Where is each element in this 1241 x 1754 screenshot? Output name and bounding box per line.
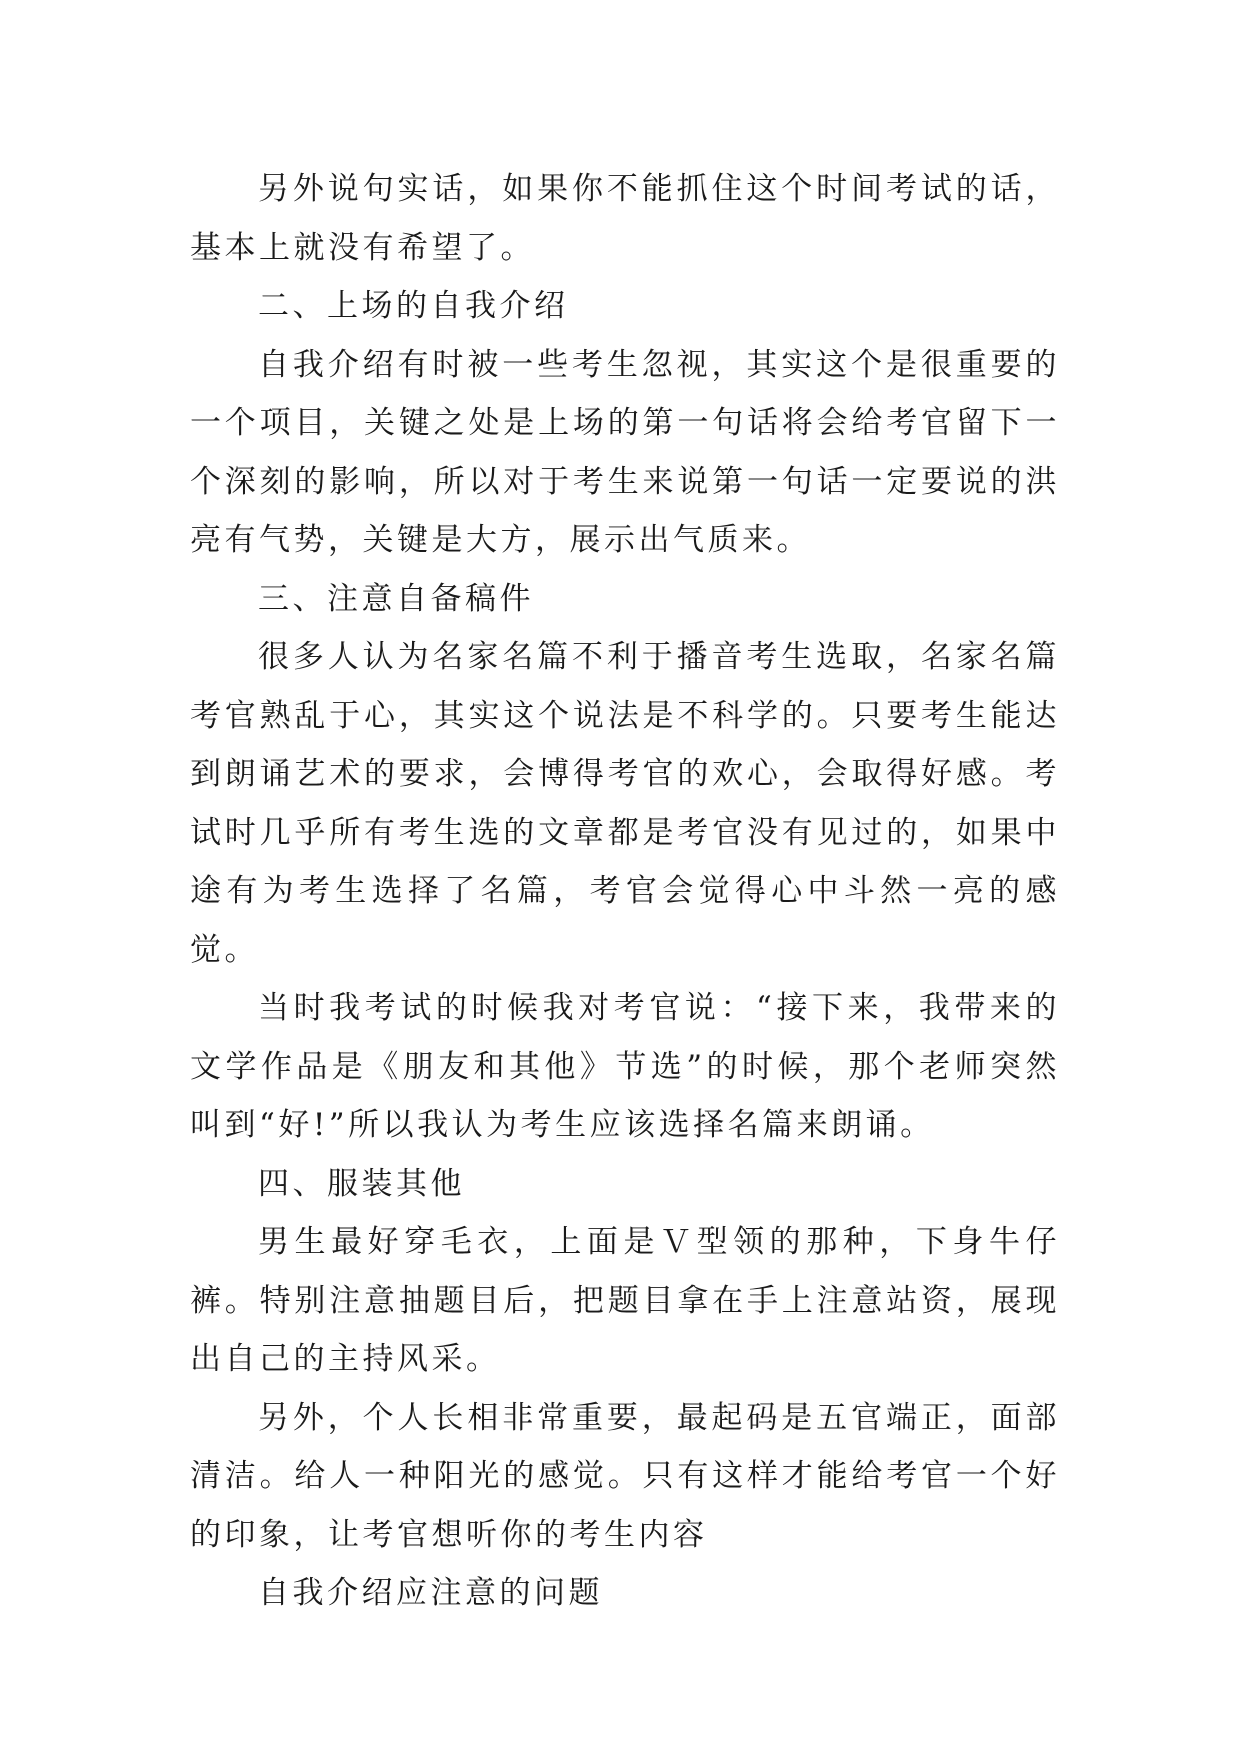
paragraph: 另外说句实话，如果你不能抓住这个时间考试的话，基本上就没有希望了。 <box>190 171 1060 266</box>
paragraph: 另外，个人长相非常重要，最起码是五官端正，面部清洁。给人一种阳光的感觉。只有这样才能给考官一个好的印象，让考官想听你的考生内容 <box>190 1399 1060 1553</box>
section-heading: 二、上场的自我介绍 <box>258 288 569 324</box>
document-body <box>190 160 1060 1623</box>
paragraph: 自我介绍有时被一些考生忽视，其实这个是很重要的一个项目，关键之处是上场的第一句话将会给考官留下一个深刻的影响，所以对于考生来说第一句话一定要说的洪亮有气势，关键是大方，展示出气质来。 <box>190 346 1060 558</box>
paragraph: 很多人认为名家名篇不利于播音考生选取，名家名篇考官熟乱于心，其实这个说法是不科学的。只要考生能达到朗诵艺术的要求，会博得考官的欢心，会取得好感。考试时几乎所有考生选的文章都是考官没有见过的，如果中途有为考生选择了名篇，考官会觉得心中斗然一亮的感觉。 <box>190 639 1060 968</box>
paragraph: 当时我考试的时候我对考官说：“接下来，我带来的文学作品是《朋友和其他》节选”的时候，那个老师突然叫到“好!”所以我认为考生应该选择名篇来朗诵。 <box>190 990 1060 1143</box>
section-heading: 四、服装其他 <box>258 1165 465 1202</box>
section-heading: 三、注意自备稿件 <box>258 580 534 617</box>
section-heading: 自我介绍应注意的问题 <box>258 1575 603 1611</box>
paragraph: 男生最好穿毛衣，上面是Ｖ型领的那种，下身牛仔裤。特别注意抽题目后，把题目拿在手上注意站资，展现出自己的主持风采。 <box>190 1224 1060 1377</box>
